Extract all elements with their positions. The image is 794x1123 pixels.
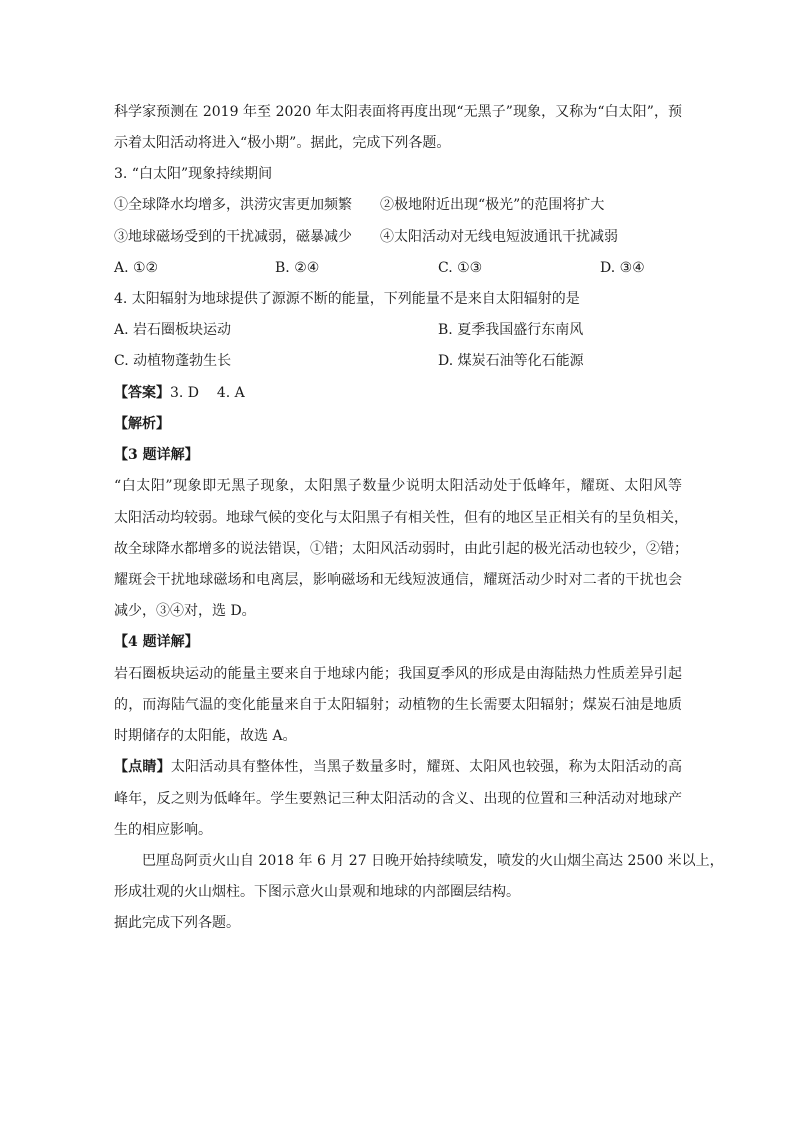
q3-item-1: ①全球降水均增多，洪涝灾害更加频繁 bbox=[114, 197, 352, 213]
detail-4-line-3: 时期储存的太阳能，故选 A。 bbox=[114, 728, 297, 744]
q3-item-2: ②极地附近出现“极光”的范围将扩大 bbox=[380, 197, 605, 213]
q4-option-b[interactable]: B. 夏季我国盛行东南风 bbox=[438, 322, 584, 338]
detail-3-line-1: “白太阳”现象即无黑子现象，太阳黑子数量少说明太阳活动处于低峰年，耀斑、太阳风等 bbox=[114, 478, 682, 494]
volcano-line-1: 巴厘岛阿贡火山自 2018 年 6 月 27 日晚开始持续喷发，喷发的火山烟尘高达 2500 米以上， bbox=[142, 853, 724, 869]
answer-line bbox=[114, 383, 245, 403]
q3-item-3: ③地球磁场受到的干扰减弱，磁暴减少 bbox=[114, 229, 352, 245]
tips-label: 【点睛】 bbox=[114, 759, 171, 775]
tips-text-1: 太阳活动具有整体性，当黑子数量多时，耀斑、太阳风也较强，称为太阳活动的高 bbox=[170, 759, 683, 775]
intro-line-1: 科学家预测在 2019 年至 2020 年太阳表面将再度出现“无黑子”现象，又称为“白太阳”，预 bbox=[114, 104, 682, 120]
q4-option-a[interactable]: A. 岩石圈板块运动 bbox=[114, 322, 232, 338]
detail-3-line-3: 故全球降水都增多的说法错误，①错；太阳风活动弱时，由此引起的极光活动也较少，②错； bbox=[114, 541, 688, 557]
intro-line-2: 示着太阳活动将进入“极小期”。据此，完成下列各题。 bbox=[114, 135, 451, 151]
q3-option-c[interactable]: C. ①③ bbox=[438, 260, 483, 276]
analysis-label: 【解析】 bbox=[114, 416, 170, 432]
detail-4-line-2: 的，而海陆气温的变化能量来自于太阳辐射；动植物的生长需要太阳辐射；煤炭石油是地质 bbox=[114, 697, 682, 713]
tips-line-2: 峰年，反之则为低峰年。学生要熟记三种太阳活动的含义、出现的位置和三种活动对地球产 bbox=[114, 791, 682, 807]
tips-line-1 bbox=[114, 757, 682, 777]
detail-3-line-2: 太阳活动均较弱。地球气候的变化与太阳黑子有相关性，但有的地区呈正相关有的呈负相关， bbox=[114, 510, 688, 526]
tips-line-3: 生的相应影响。 bbox=[114, 822, 212, 838]
detail-4-line-1: 岩石圈板块运动的能量主要来自于地球内能；我国夏季风的形成是由海陆热力性质差异引起 bbox=[114, 666, 682, 682]
answer-label: 【答案】 bbox=[114, 385, 170, 401]
q4-option-c[interactable]: C. 动植物蓬勃生长 bbox=[114, 353, 232, 369]
detail-3-line-4: 耀斑会干扰地球磁场和电离层，影响磁场和无线短波通信，耀斑活动少时对二者的干扰也会 bbox=[114, 572, 682, 588]
question-3-stem: 3. “白太阳”现象持续期间 bbox=[114, 166, 273, 182]
volcano-line-2: 形成壮观的火山烟柱。下图示意火山景观和地球的内部圈层结构。 bbox=[114, 884, 520, 900]
detail-4-label: 【4 题详解】 bbox=[114, 634, 199, 650]
answer-text: 3. D 4. A bbox=[170, 385, 245, 401]
q3-option-d[interactable]: D. ③④ bbox=[600, 260, 645, 276]
q3-option-a[interactable]: A. ①② bbox=[114, 260, 159, 276]
q3-option-b[interactable]: B. ②④ bbox=[275, 260, 320, 276]
detail-3-line-5: 减少，③④对，选 D。 bbox=[114, 603, 256, 619]
question-4-stem: 4. 太阳辐射为地球提供了源源不断的能量，下列能量不是来自太阳辐射的是 bbox=[114, 291, 580, 307]
q3-item-4: ④太阳活动对无线电短波通讯干扰减弱 bbox=[380, 229, 618, 245]
q4-option-d[interactable]: D. 煤炭石油等化石能源 bbox=[438, 353, 584, 369]
volcano-line-3: 据此完成下列各题。 bbox=[114, 915, 240, 931]
detail-3-label: 【3 题详解】 bbox=[114, 447, 199, 463]
